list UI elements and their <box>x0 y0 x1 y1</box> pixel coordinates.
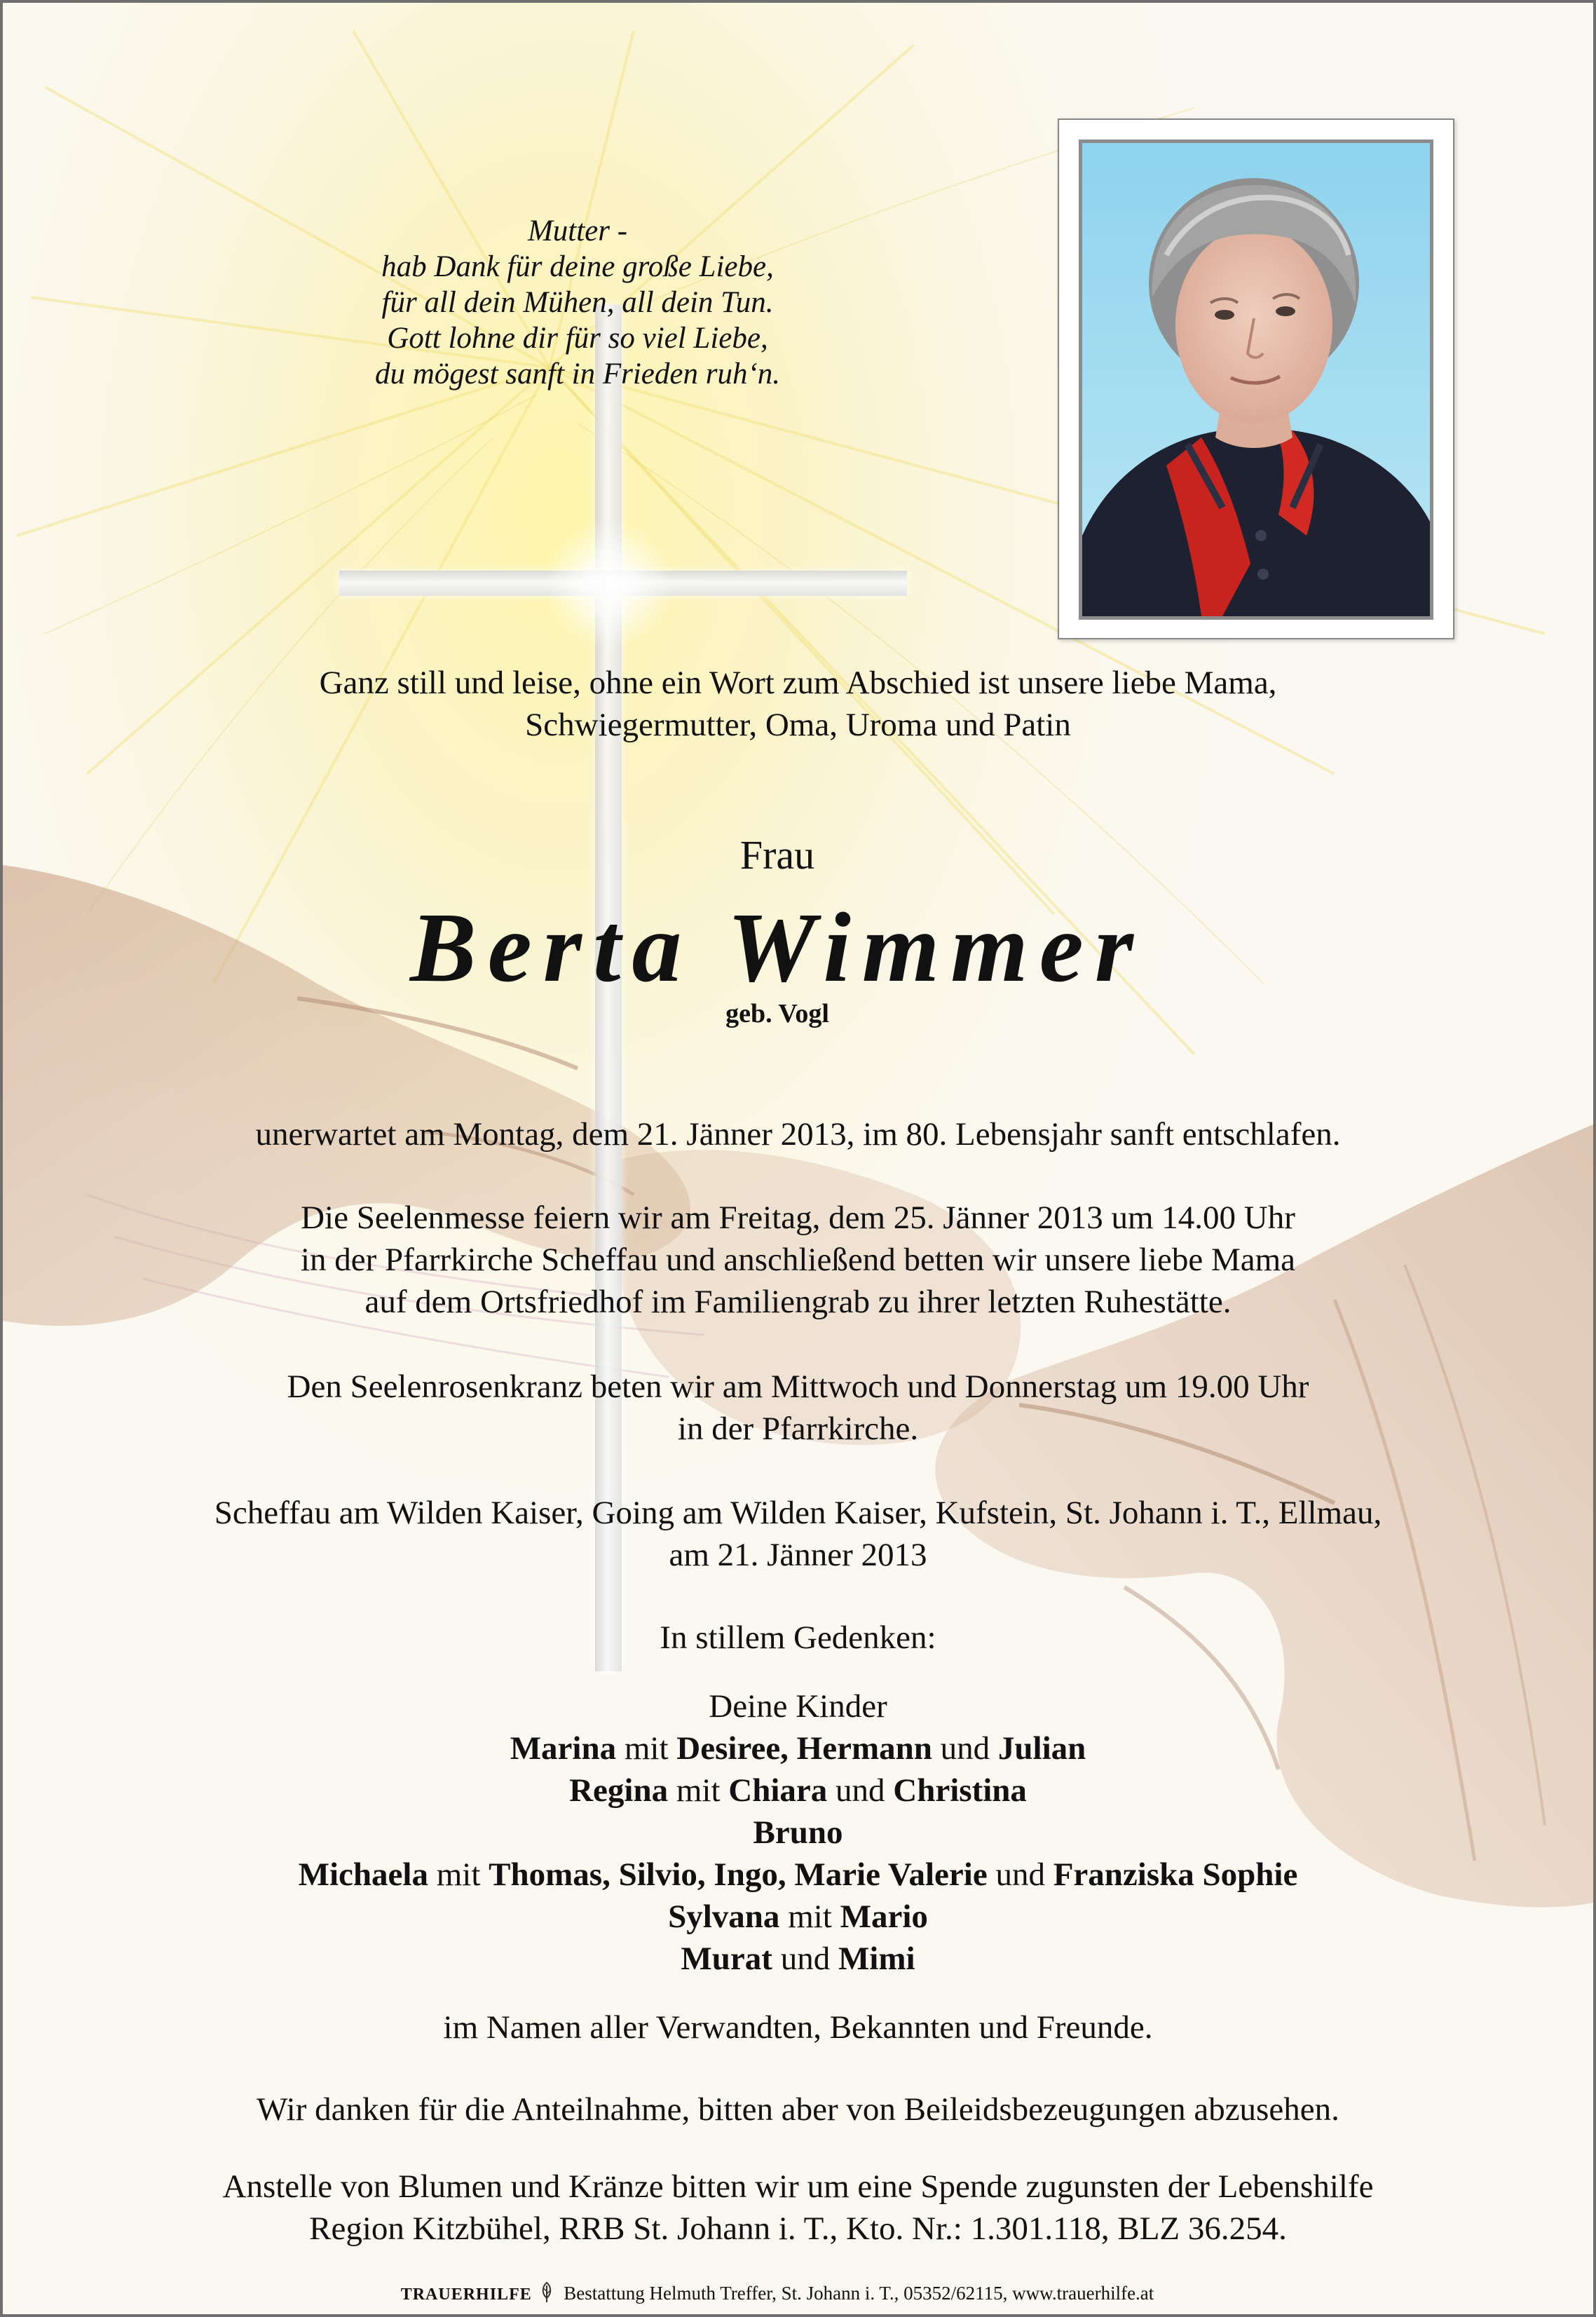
maiden-name: geb. Vogl <box>725 999 829 1028</box>
family-row: Michaela mit Thomas, Silvio, Ingo, Marie Valerie und Franziska Sophie <box>298 1856 1298 1893</box>
thanks-line: Wir danken für die Anteilnahme, bitten aber von Beileidsbezeugungen abzusehen. <box>257 2091 1339 2128</box>
in-memory-label: In stillem Gedenken: <box>660 1619 936 1656</box>
family-row: Murat und Mimi <box>681 1941 915 1977</box>
place-line: Scheffau am Wilden Kaiser, Going am Wilden Kaiser, Kufstein, St. Johann i. T., Ellmau, <box>214 1495 1382 1531</box>
mass-line: in der Pfarrkirche Scheffau und anschließend betten wir unsere liebe Mama <box>300 1242 1296 1278</box>
portrait-frame <box>1058 118 1454 639</box>
thanks-note <box>3 2088 1593 2131</box>
leaf-logo-icon <box>539 2281 554 2309</box>
death-line: unerwartet am Montag, dem 21. Jänner 2013, im 80. Lebensjahr sanft entschlafen. <box>255 1116 1341 1153</box>
portrait-photo <box>1079 140 1433 620</box>
family-row: Marina mit Desiree, Hermann und Julian <box>510 1730 1086 1767</box>
death-notice <box>3 1113 1593 1155</box>
relatives-line: im Namen aller Verwandten, Bekannten und Freunde. <box>443 2009 1153 2046</box>
donation-line: Anstelle von Blumen und Kränze bitten wir um eine Spende zugunsten der Lebenshilfe <box>222 2168 1374 2205</box>
family-row: Sylvana mit Mario <box>668 1898 928 1935</box>
family-list <box>3 1685 1593 1980</box>
cross-light-glow <box>543 522 676 648</box>
deceased-name: Berta Wimmer <box>409 892 1145 1003</box>
funeral-mass <box>3 1197 1593 1323</box>
intro-line: Ganz still und leise, ohne ein Wort zum Abschied ist unsere liebe Mama, <box>319 665 1277 701</box>
rosary-line: in der Pfarrkirche. <box>677 1411 919 1447</box>
funeral-home-footer <box>3 2281 1552 2309</box>
place-and-date <box>3 1492 1593 1576</box>
rosary-line: Den Seelenrosenkranz beten wir am Mittwoch und Donnerstag um 19.00 Uhr <box>287 1368 1309 1405</box>
poem-line: hab Dank für deine große Liebe, <box>381 250 774 283</box>
salutation: Frau <box>739 832 815 878</box>
date-line: am 21. Jänner 2013 <box>669 1537 927 1573</box>
poem-line: Mutter - <box>527 215 628 247</box>
poem-line: für all dein Mühen, all dein Tun. <box>381 286 774 319</box>
mass-line: Die Seelenmesse feiern wir am Freitag, dem 25. Jänner 2013 um 14.00 Uhr <box>301 1200 1295 1236</box>
children-heading: Deine Kinder <box>709 1688 887 1725</box>
poem-line: du mögest sanft in Frieden ruh‘n. <box>374 358 781 390</box>
family-row: Regina mit Chiara und Christina <box>569 1772 1027 1809</box>
poem-line: Gott lohne dir für so viel Liebe, <box>387 322 768 355</box>
funeral-home-contact: Bestattung Helmuth Treffer, St. Johann i. T., 05352/62115, www.trauerhilfe.at <box>564 2283 1154 2304</box>
in-memory-heading <box>3 1617 1593 1659</box>
mass-line: auf dem Ortsfriedhof im Familiengrab zu ihrer letzten Ruhestätte. <box>364 1284 1232 1320</box>
donation-note <box>3 2166 1593 2250</box>
memorial-poem <box>304 213 851 392</box>
family-row: Bruno <box>753 1814 843 1851</box>
donation-line: Region Kitzbühel, RRB St. Johann i. T., Kto. Nr.: 1.301.118, BLZ 36.254. <box>309 2210 1287 2247</box>
funeral-home-brand: TRAUERHILFE <box>400 2285 532 2304</box>
intro-line: Schwiegermutter, Oma, Uroma und Patin <box>525 707 1071 743</box>
rosary-notice <box>3 1366 1593 1450</box>
relatives-note <box>3 2006 1593 2048</box>
intro-text <box>3 662 1593 746</box>
